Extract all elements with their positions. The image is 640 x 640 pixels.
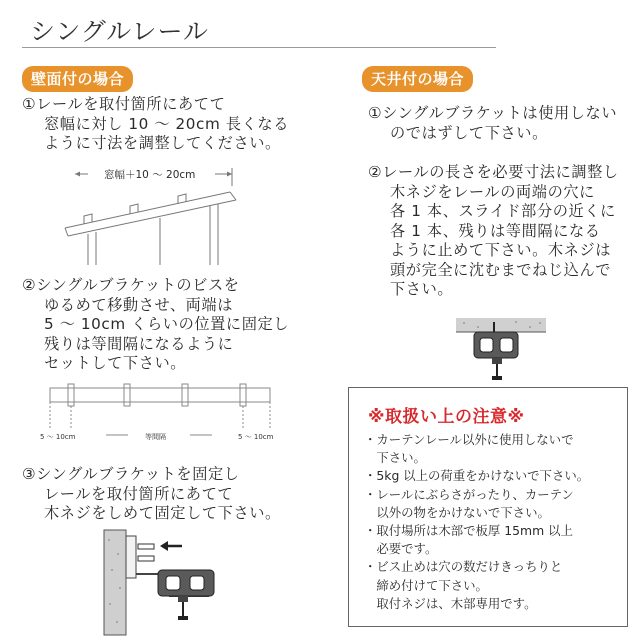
- spacing-middle-label: 等間隔: [145, 433, 166, 441]
- wall-bracket-diagram: [100, 530, 230, 635]
- ceiling-mount-badge: 天井付の場合: [362, 66, 473, 92]
- title-divider: [22, 47, 496, 48]
- wall-mount-badge: 壁面付の場合: [22, 66, 133, 92]
- caution-item: 必要です。: [364, 541, 438, 557]
- caution-item: ・レールにぶらさがったり、カーテン: [364, 486, 574, 502]
- wall-step2-line: セットして下さい。: [44, 354, 187, 372]
- ceiling-step2: [368, 163, 619, 300]
- wall-step1: [22, 95, 289, 154]
- wall-step3-line: 木ネジをしめて固定して下さい。: [44, 504, 281, 522]
- rail-width-dimension-label: 窓幅＋10 〜 20cm: [104, 169, 196, 181]
- ceiling-step1: [368, 104, 617, 143]
- caution-item: ・取付場所は木部で板厚 15mm 以上: [364, 522, 573, 538]
- caution-item: 以外の物をかけないで下さい。: [364, 504, 550, 520]
- wall-step2-line: ゆるめて移動させ、両端は: [44, 295, 233, 314]
- caution-item: ・5kg 以上の荷重をかけないで下さい。: [364, 468, 590, 484]
- caution-item: ・カーテンレール以外に使用しないで: [364, 432, 574, 447]
- wall-step3: [22, 465, 281, 524]
- caution-item: ・ビス止めは穴の数だけきっちりと: [364, 559, 563, 575]
- ceiling-step2-line: 下さい。: [390, 280, 454, 298]
- caution-item: 締め付けて下さい。: [364, 577, 488, 593]
- wall-step2-line: 残りは等間隔になるように: [44, 334, 234, 353]
- ceiling-step1-line: のではずして下さい。: [390, 123, 548, 142]
- wall-step2: [22, 276, 289, 374]
- spacing-left-label: 5 〜 10cm: [40, 433, 76, 441]
- wall-step1-line: 窓幅に対し 10 〜 20cm 長くなる: [44, 114, 289, 133]
- ceiling-step2-line: ように止めて下さい。木ネジは: [390, 241, 612, 259]
- caution-item: 取付ネジは、木部専用です。: [364, 595, 537, 611]
- wall-step2-line: ②シングルブラケットのビスを: [22, 276, 240, 294]
- spacing-right-label: 5 〜 10cm: [238, 433, 274, 441]
- caution-title: ※取扱い上の注意※: [368, 407, 525, 427]
- ceiling-step2-line: 各 1 本、スライド部分の近くに: [390, 202, 616, 220]
- caution-list: [364, 431, 589, 613]
- wall-step1-line: ①レールを取付箇所にあてて: [22, 95, 226, 113]
- ceiling-step2-line: 頭が完全に沈むまでねじ込んで: [390, 260, 612, 279]
- bracket-spacing-diagram: [40, 380, 280, 440]
- page-title: シングルレール: [30, 17, 210, 46]
- wall-step1-line: ように寸法を調整してください。: [44, 134, 281, 152]
- wall-step3-line: ③シングルブラケットを固定し: [22, 465, 240, 483]
- caution-item: 下さい。: [364, 450, 426, 466]
- ceiling-step1-line: ①シングルブラケットは使用しない: [368, 104, 618, 122]
- wall-step2-line: 5 〜 10cm くらいの位置に固定し: [44, 315, 290, 333]
- ceiling-mount-diagram: [456, 318, 546, 383]
- ceiling-step2-line: ②レールの長さを必要寸法に調整し: [368, 163, 619, 181]
- ceiling-step2-line: 各 1 本、残りは等間隔になる: [390, 221, 601, 240]
- ceiling-step2-line: 木ネジをレールの両端の穴に: [390, 182, 595, 201]
- wall-step3-line: レールを取付箇所にあてて: [44, 484, 234, 503]
